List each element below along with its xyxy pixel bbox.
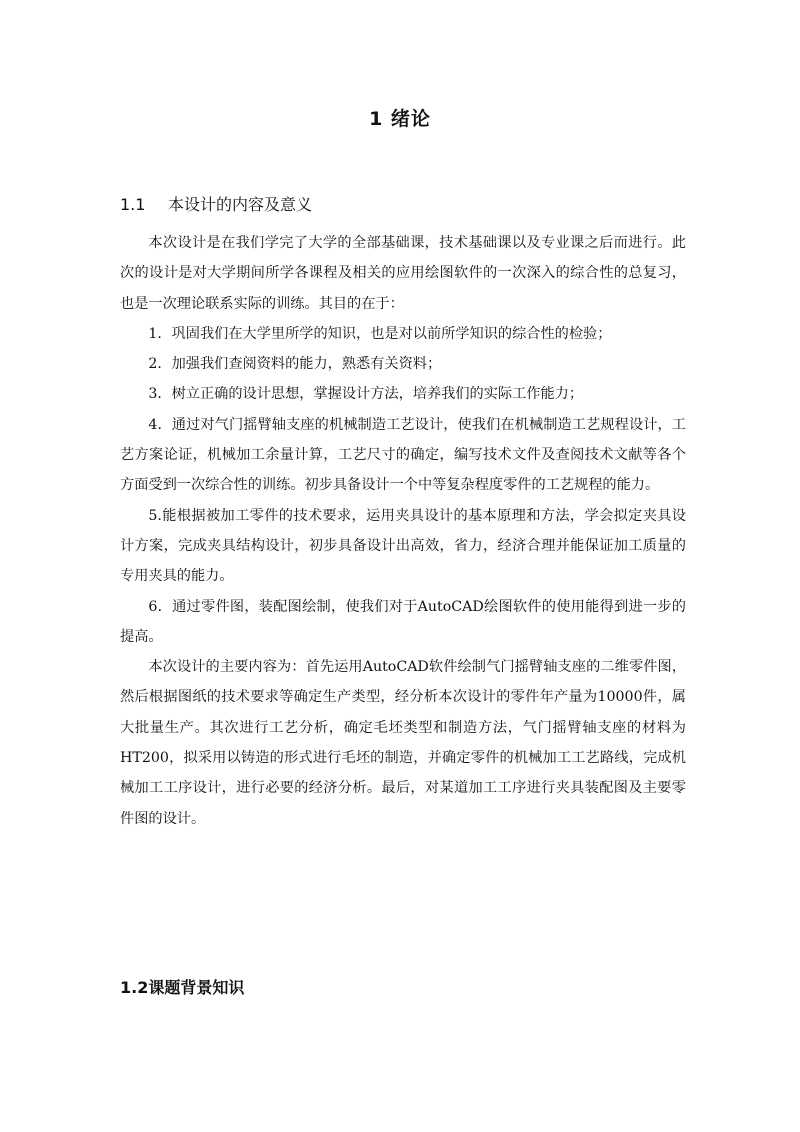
list-item-5: 5.能根据被加工零件的技术要求，运用夹具设计的基本原理和方法，学会拟定夹具设计方案，完成夹具结构设计，初步具备设计出高效，省力，经济合理并能保证加工质量的专用夹具的能力。: [120, 507, 686, 585]
chapter-title: 1 绪论: [369, 108, 431, 130]
section-number: 1.1: [120, 195, 146, 214]
section-title: 课题背景知识: [148, 978, 245, 997]
list-item-1: 1．巩固我们在大学里所学的知识，也是对以前所学知识的综合性的检验；: [148, 325, 612, 342]
list-item-3: 3．树立正确的设计思想，掌握设计方法，培养我们的实际工作能力；: [148, 386, 584, 403]
paragraph-intro: 本次设计是在我们学完了大学的全部基础课，技术基础课以及专业课之后而进行。此次的设计是对大学期间所学各课程及相关的应用绘图软件的一次深入的综合性的总复习，也是一次理论联系实际的训练。其目的在于：: [120, 235, 686, 312]
section-heading-1-2: [120, 975, 244, 998]
list-item-6: 6．通过零件图，装配图绘制，使我们对于AutoCAD绘图软件的使用能得到进一步的提高。: [120, 598, 686, 645]
section-heading-1-1: [120, 192, 312, 215]
section-title: 本设计的内容及意义: [168, 195, 313, 214]
list-item-4: 4．通过对气门摇臂轴支座的机械制造工艺设计，使我们在机械制造工艺规程设计，工艺方案论证，机械加工余量计算，工艺尺寸的确定，编写技术文件及查阅技术文献等各个方面受到一次综合性的训练。初步具备设计一个中等复杂程度零件的工艺规程的能力。: [120, 416, 686, 494]
section-number: 1.2: [120, 978, 149, 997]
paragraph-main-content: 本次设计的主要内容为：首先运用AutoCAD软件绘制气门摇臂轴支座的二维零件图，然后根据图纸的技术要求等确定生产类型，经分析本次设计的零件年产量为10000件，属大批量生产。其次进行工艺分析，确定毛坯类型和制造方法，气门摇臂轴支座的材料为HT200，拟采用以铸造的形式进行毛坯的制造，并确定零件的机械加工工艺路线，完成机械加工工序设计，进行必要的经济分析。最后，对某道加工工序进行夹具装配图及主要零件图的设计。: [120, 659, 686, 827]
section-body: [120, 228, 686, 834]
list-item-2: 2．加强我们查阅资料的能力，熟悉有关资料；: [148, 356, 442, 373]
